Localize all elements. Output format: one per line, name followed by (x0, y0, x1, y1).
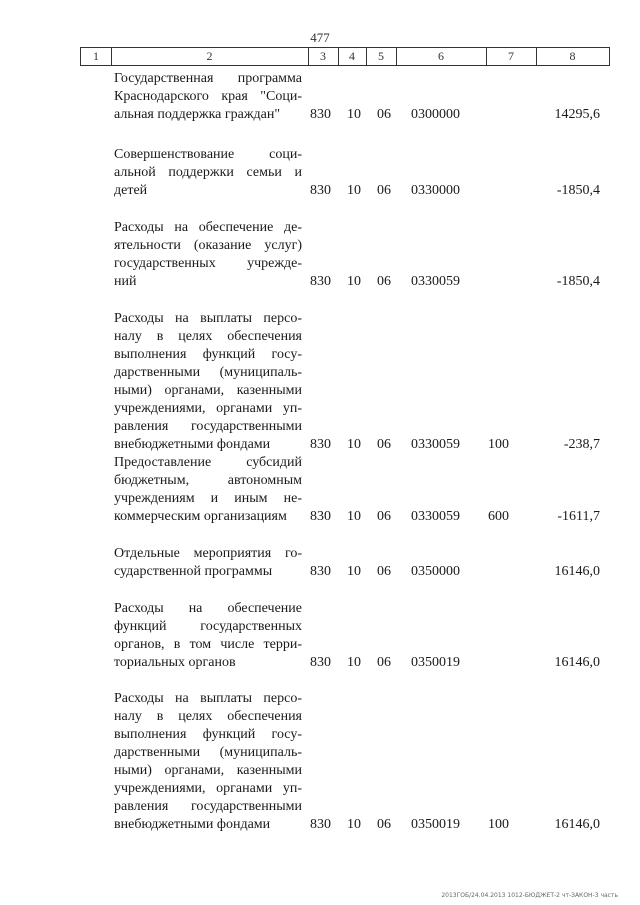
desc-line: альной поддержки семьи и (114, 165, 302, 180)
header-col-2: 2 (206, 49, 213, 63)
cell-subsection: 06 (377, 817, 391, 832)
desc-line: Совершенствование соци- (114, 147, 302, 162)
desc-line: Расходы на обеспечение де- (114, 220, 302, 235)
cell-ministry: 830 (310, 437, 331, 452)
cell-section: 10 (347, 274, 361, 289)
cell-target-code: 0330059 (411, 274, 460, 289)
cell-target-code: 0300000 (411, 107, 460, 122)
row-description (114, 690, 302, 834)
desc-line: ятельности (оказание услуг) (114, 238, 302, 253)
cell-target-code: 0350000 (411, 564, 460, 579)
cell-ministry: 830 (310, 107, 331, 122)
cell-expense-type: 100 (488, 437, 509, 452)
cell-subsection: 06 (377, 437, 391, 452)
desc-line: государственных учрежде- (114, 256, 302, 271)
cell-amount: -1850,4 (556, 274, 600, 289)
header-col-5: 5 (378, 49, 384, 63)
cell-subsection: 06 (377, 509, 391, 524)
cell-expense-type: 100 (488, 817, 509, 832)
desc-line: органов, в том числе терри- (114, 637, 302, 652)
cell-target-code: 0330000 (411, 183, 460, 198)
cell-ministry: 830 (310, 183, 331, 198)
cell-ministry: 830 (310, 509, 331, 524)
cell-section: 10 (347, 107, 361, 122)
desc-line: дарственными (муниципаль- (114, 365, 302, 380)
cell-amount: -1611,7 (557, 509, 600, 524)
cell-section: 10 (347, 655, 361, 670)
cell-subsection: 06 (377, 655, 391, 670)
desc-line: Краснодарского края "Соци- (114, 89, 302, 104)
desc-line: учреждениями, органами уп- (114, 781, 302, 796)
desc-line: внебюджетными фондами (114, 817, 271, 832)
desc-line: альная поддержка граждан" (114, 107, 281, 122)
header-col-8: 8 (569, 49, 576, 63)
row-description (114, 219, 302, 291)
row-description (114, 146, 302, 200)
cell-ministry: 830 (310, 655, 331, 670)
row-description (114, 454, 302, 526)
desc-line: детей (114, 183, 148, 198)
cell-amount: -1850,4 (556, 183, 600, 198)
cell-amount: 14295,6 (554, 107, 600, 122)
page-number: 477 (310, 30, 330, 45)
desc-line: дарственными (муниципаль- (114, 745, 302, 760)
desc-line: ний (114, 274, 137, 289)
cell-target-code: 0330059 (411, 437, 460, 452)
cell-ministry: 830 (310, 274, 331, 289)
desc-line: налу в целях обеспечения (114, 709, 302, 724)
desc-line: равления государственными (114, 799, 302, 814)
cell-section: 10 (347, 564, 361, 579)
cell-subsection: 06 (377, 274, 391, 289)
header-col-6: 6 (438, 49, 444, 63)
cell-section: 10 (347, 183, 361, 198)
desc-line: Предоставление субсидий (114, 455, 302, 470)
document-footer: 2013ГОБ/24.04.2013 1012-БЮДЖЕТ-2 чт-ЗАКОН-3 часть (441, 892, 618, 899)
row-description (114, 70, 302, 124)
desc-line: ториальных органов (114, 655, 236, 670)
desc-line: Государственная программа (114, 71, 302, 86)
table-header (80, 47, 610, 66)
cell-subsection: 06 (377, 564, 391, 579)
row-description (114, 310, 302, 454)
cell-ministry: 830 (310, 564, 331, 579)
desc-line: коммерческим организациям (114, 509, 287, 524)
header-col-4: 4 (349, 49, 355, 63)
cell-amount: 16146,0 (554, 817, 600, 832)
desc-line: ными) органами, казенными (114, 383, 302, 398)
cell-expense-type: 600 (488, 509, 509, 524)
desc-line: налу в целях обеспечения (114, 329, 302, 344)
cell-amount: -238,7 (563, 437, 600, 452)
desc-line: учреждениям и иным не- (114, 491, 302, 506)
cell-ministry: 830 (310, 817, 331, 832)
cell-target-code: 0350019 (411, 655, 460, 670)
header-col-7: 7 (508, 49, 514, 63)
desc-line: выполнения функций госу- (114, 727, 302, 742)
cell-section: 10 (347, 437, 361, 452)
desc-line: выполнения функций госу- (114, 347, 302, 362)
row-description (114, 545, 302, 581)
cell-subsection: 06 (377, 183, 391, 198)
row-description (114, 600, 302, 672)
desc-line: Расходы на выплаты персо- (114, 311, 302, 326)
desc-line: сударственной программы (114, 564, 273, 579)
cell-section: 10 (347, 817, 361, 832)
desc-line: учреждениями, органами уп- (114, 401, 302, 416)
header-col-3: 3 (320, 49, 326, 63)
desc-line: ными) органами, казенными (114, 763, 302, 778)
cell-amount: 16146,0 (554, 655, 600, 670)
desc-line: внебюджетными фондами (114, 437, 271, 452)
desc-line: Расходы на обеспечение (114, 601, 302, 616)
header-col-1: 1 (93, 49, 99, 63)
desc-line: функций государственных (114, 619, 302, 634)
desc-line: бюджетным, автономным (114, 473, 302, 488)
cell-target-code: 0330059 (411, 509, 460, 524)
desc-line: Расходы на выплаты персо- (114, 691, 302, 706)
cell-amount: 16146,0 (554, 564, 600, 579)
desc-line: Отдельные мероприятия го- (114, 546, 302, 561)
desc-line: равления государственными (114, 419, 302, 434)
cell-target-code: 0350019 (411, 817, 460, 832)
cell-section: 10 (347, 509, 361, 524)
cell-subsection: 06 (377, 107, 391, 122)
